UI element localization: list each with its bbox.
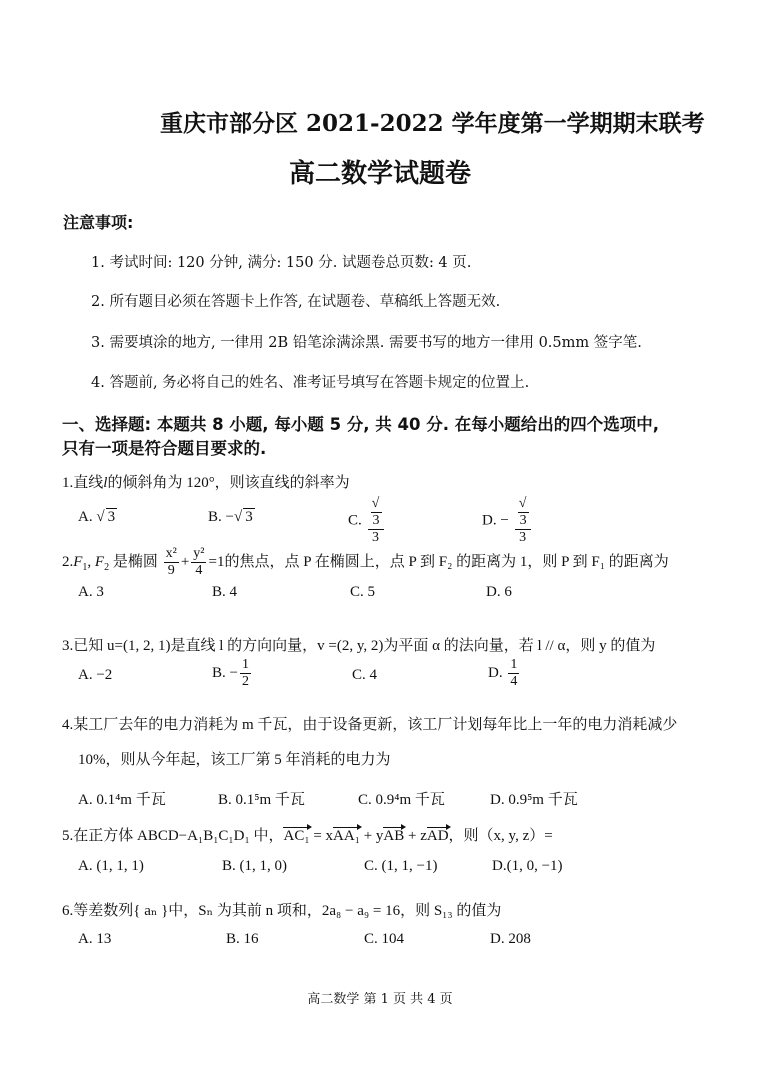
note-item-1: 1. 考试时间: 120 分钟, 满分: 150 分. 试题卷总页数: 4 页. <box>91 255 472 271</box>
q4-option-a: A. 0.1⁴m 千瓦 <box>78 792 166 808</box>
q2-option-b: B. 4 <box>212 584 238 600</box>
question-3: 3.已知 u=(1, 2, 1)是直线 l 的方向向量，v =(2, y, 2)为平面 α 的法向量，若 l // α，则 y 的值为 <box>62 638 656 654</box>
option-label: B. <box>208 509 222 525</box>
minus-sign: − <box>225 509 234 525</box>
denominator: 3 <box>372 530 380 545</box>
minus-sign: − <box>229 664 238 681</box>
question-4-line1: 4.某工厂去年的电力消耗为 m 千瓦，由于设备更新，该工厂计划每年比上一年的电力消耗减少 <box>62 717 678 733</box>
fraction: $\frac{1}{2}$ <box>241 657 249 689</box>
q5-prefix: 5.在正方体 ABCD−A₁B₁C₁D₁ 中， <box>62 828 284 844</box>
q3-option-a: A. −2 <box>78 667 113 683</box>
q2-comma: , <box>87 553 95 570</box>
q5-option-a: A. (1, 1, 1) <box>78 858 144 874</box>
question-6: 6.等差数列{ aₙ }中，Sₙ 为其前 n 项和，2a₈ − a₉ = 16，则 S₁₃ 的值为 <box>62 903 502 919</box>
q2-f1: F <box>73 553 83 570</box>
sqrt-radicand: 3 <box>372 513 380 528</box>
q2-eq: =1 <box>208 553 225 570</box>
note-item-2: 2. 所有题目必须在答题卡上作答, 在试题卷、草稿纸上答题无效. <box>91 294 501 310</box>
note-item-3: 3. 需要填涂的地方, 一律用 2B 铅笔涂满涂黑. 需要书写的地方一律用 0.5mm 签字笔. <box>91 335 642 351</box>
q2-text-2: 的焦点，点 P 在椭圆上，点 P 到 F₂ 的距离为 1，则 P 到 F₁ 的距离为 <box>224 553 669 570</box>
denominator: 3 <box>519 530 527 545</box>
fraction: $\frac{1}{4}$ <box>510 657 518 689</box>
q2-f1-sub: 1 <box>82 561 88 573</box>
q6-option-c: C. 104 <box>364 931 405 947</box>
section-heading-line2: 只有一项是符合题目要求的. <box>62 439 267 458</box>
q6-option-b: B. 16 <box>226 931 259 947</box>
q3-option-c: C. 4 <box>352 667 378 683</box>
vector-ab: AB <box>383 828 405 844</box>
sqrt-radicand: 3 <box>107 509 116 525</box>
exam-subtitle: 高二数学试题卷 <box>288 159 471 189</box>
vector-ad: AD <box>426 828 449 844</box>
fraction: √ 3 3 <box>368 496 384 546</box>
vector-ac1: AC₁ <box>283 828 310 844</box>
question-1 <box>62 471 350 492</box>
q2-num: 2. <box>62 553 74 570</box>
q1-option-d <box>482 496 533 546</box>
page-footer: 高二数学 第 1 页 共 4 页 <box>307 992 453 1007</box>
q2-f2-sub: 2 <box>104 561 110 573</box>
minus-sign: − <box>500 512 509 529</box>
q1-option-b: B. −√ 3 <box>208 509 253 525</box>
sqrt-radicand: 3 <box>245 509 253 525</box>
q1-option-a: A. √ 3 <box>78 509 116 525</box>
q5-eq: = x <box>309 828 334 844</box>
q2-option-d: D. 6 <box>486 584 512 600</box>
note-item-4: 4. 答题前, 务必将自己的姓名、准考证号填写在答题卡规定的位置上. <box>91 375 530 391</box>
q5-option-c: C. (1, 1, −1) <box>364 858 438 874</box>
fraction-y: $\frac{\text{y²}}{4}$ <box>193 546 205 578</box>
question-4-line2: 10%，则从今年起，该工厂第 5 年消耗的电力为 <box>78 752 391 768</box>
q5-plus2: + z <box>404 828 427 844</box>
q6-option-d: D. 208 <box>490 931 531 947</box>
option-label: B. <box>212 664 226 681</box>
q3-option-d <box>488 657 521 690</box>
q5-option-b: B. (1, 1, 0) <box>222 858 287 874</box>
question-5 <box>62 824 553 845</box>
vector-aa1: AA₁ <box>333 828 360 844</box>
q1-text-a: 1.直线 <box>62 475 104 491</box>
section-heading-line1: 一、选择题: 本题共 8 小题, 每小题 5 分, 共 40 分. 在每小题给出的四个选项中, <box>62 415 660 434</box>
q1-option-c <box>348 496 386 546</box>
q2-option-a: A. 3 <box>78 584 104 600</box>
exam-title: 重庆市部分区 2021-2022 学年度第一学期期末联考 <box>160 110 705 137</box>
option-label: A. <box>78 509 93 525</box>
q5-suffix: ，则（x, y, z）= <box>448 828 553 844</box>
fraction: √ 3 3 <box>515 496 531 546</box>
q2-text: 是椭圆 <box>109 553 158 570</box>
option-label: D. <box>482 512 497 529</box>
q1-line-var: l <box>103 475 108 491</box>
q6-option-a: A. 13 <box>78 931 112 947</box>
option-label: D. <box>488 664 503 681</box>
question-2: $2.F_1$, $F_2$ 是椭圆 $\frac{\text{x²}}{9}$ + $\frac{\text{y²}}{4}$ =1的焦点，点 P 在椭圆上，点 P 到 F₂ 的距离为 1，则 P 到 F₁ 的距离为 <box>62 546 669 578</box>
q3-option-b <box>212 657 253 690</box>
option-label: C. <box>348 512 362 529</box>
fraction-x: $\frac{\text{x²}}{9}$ <box>165 546 177 578</box>
q4-option-d: D. 0.9⁵m 千瓦 <box>490 792 578 808</box>
q4-option-c: C. 0.9⁴m 千瓦 <box>358 792 445 808</box>
q2-f2: F <box>94 553 105 570</box>
q4-option-b: B. 0.1⁵m 千瓦 <box>218 792 305 808</box>
sqrt-radicand: 3 <box>519 513 527 528</box>
q5-plus1: + y <box>359 828 384 844</box>
q2-option-c: C. 5 <box>350 584 376 600</box>
q5-option-d: D.(1, 0, −1) <box>492 858 563 874</box>
notes-heading: 注意事项: <box>63 213 134 232</box>
q1-text-c: 的倾斜角为 120°，则该直线的斜率为 <box>107 475 350 491</box>
